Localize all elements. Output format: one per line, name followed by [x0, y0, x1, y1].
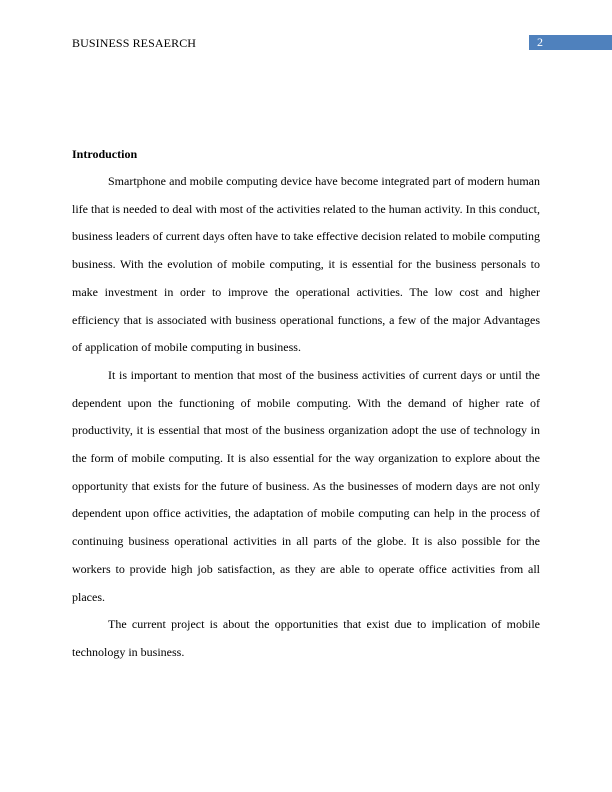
page-number-badge — [529, 35, 612, 50]
paragraph: It is important to mention that most of the business activities of current days or until the dependent upon the functioning of mobile computing. With the demand of higher rate of productivity, it is essential that most of the business organization adopt the use of technology in the form of mobile computing. It is also essential for the way organization to explore about the opportunity that exists for the future of business. As the businesses of modern days are not only dependent upon office activities, the adaptation of mobile computing can help in the process of continuing business operational activities in all parts of the globe. It is also possible for the workers to provide high job satisfaction, as they are able to operate office activities from all places. — [72, 367, 540, 604]
page-number: 2 — [537, 35, 543, 49]
running-head: BUSINESS RESAERCH — [72, 36, 197, 50]
section-heading: Introduction — [72, 147, 138, 161]
document-body — [72, 140, 540, 667]
paragraph: Smartphone and mobile computing device have become integrated part of modern human life that is needed to deal with most of the activities related to the human activity. In this conduct, business leaders of current days often have to take effective decision related to mobile computing business. With the evolution of mobile computing, it is essential for the business personals to make investment in order to improve the operational activities. The low cost and higher efficiency that is associated with business operational functions, a few of the major Advantages of application of mobile computing in business. — [72, 174, 540, 355]
paragraph: The current project is about the opportunities that exist due to implication of mobile technology in business. — [72, 617, 540, 659]
